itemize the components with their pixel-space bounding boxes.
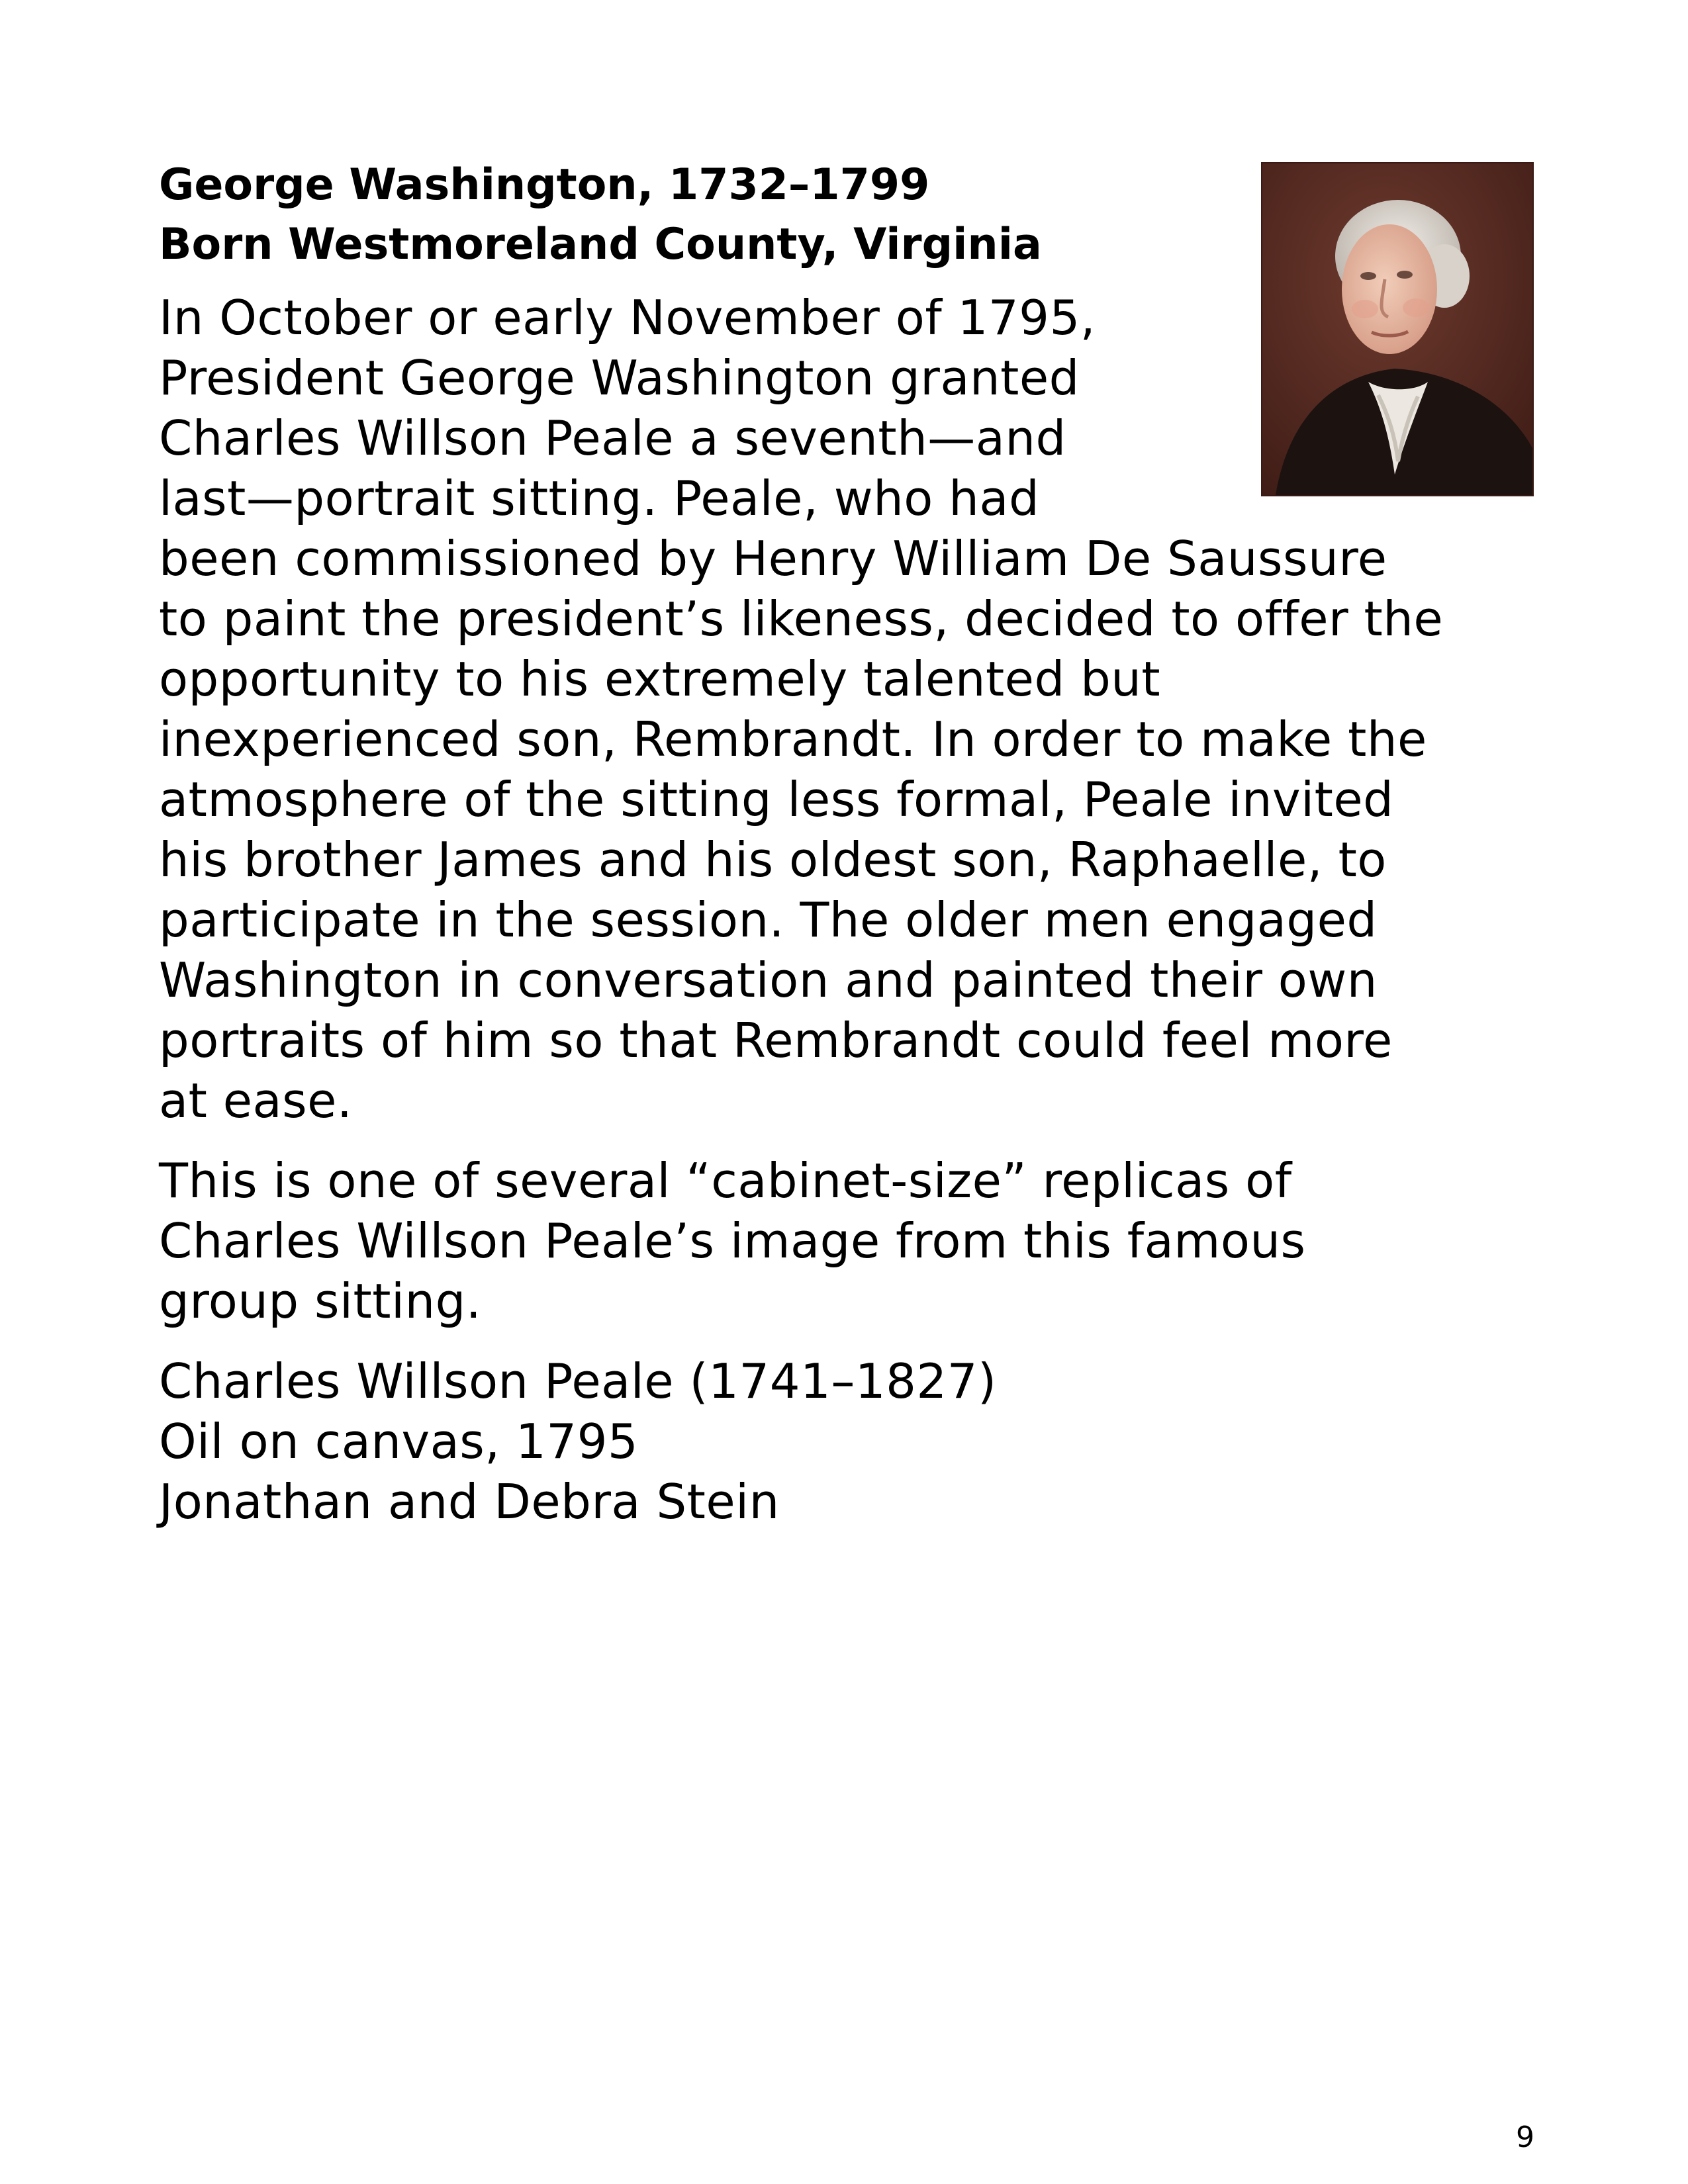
replica-paragraph bbox=[159, 1151, 1549, 1332]
title-name-dates: George Washington, 1732–1799 bbox=[159, 160, 930, 210]
credit-lender: Jonathan and Debra Stein bbox=[159, 1474, 780, 1529]
portrait-image bbox=[1261, 162, 1534, 496]
text-line: atmosphere of the sitting less formal, Peale invited bbox=[159, 772, 1394, 827]
title-birthplace: Born Westmoreland County, Virginia bbox=[159, 220, 1042, 269]
page-number: 9 bbox=[1516, 2120, 1534, 2154]
artwork-credits bbox=[159, 1351, 1549, 1532]
text-line: portraits of him so that Rembrandt could feel more bbox=[159, 1013, 1393, 1068]
text-line: been commissioned by Henry William De Saussure bbox=[159, 531, 1387, 586]
text-line: inexperienced son, Rembrandt. In order to make the bbox=[159, 711, 1427, 767]
text-line: President George Washington granted bbox=[159, 350, 1080, 406]
text-line: his brother James and his oldest son, Raphaelle, to bbox=[159, 832, 1387, 887]
text-line: In October or early November of 1795, bbox=[159, 290, 1096, 345]
text-line: opportunity to his extremely talented but bbox=[159, 651, 1161, 707]
text-line: participate in the session. The older men engaged bbox=[159, 892, 1378, 948]
credit-artist: Charles Willson Peale (1741–1827) bbox=[159, 1353, 997, 1409]
portrait-painting bbox=[1262, 163, 1532, 495]
text-line: Washington in conversation and painted their own bbox=[159, 952, 1378, 1008]
text-line: to paint the president’s likeness, decided to offer the bbox=[159, 591, 1444, 647]
text-line: at ease. bbox=[159, 1073, 353, 1128]
credit-medium: Oil on canvas, 1795 bbox=[159, 1414, 639, 1469]
text-line: This is one of several “cabinet-size” replicas of bbox=[159, 1153, 1292, 1208]
text-line: Charles Willson Peale a seventh—and bbox=[159, 410, 1066, 466]
text-line: Charles Willson Peale’s image from this famous bbox=[159, 1213, 1306, 1269]
text-line: group sitting. bbox=[159, 1273, 482, 1329]
text-line: last—portrait sitting. Peale, who had bbox=[159, 471, 1040, 526]
